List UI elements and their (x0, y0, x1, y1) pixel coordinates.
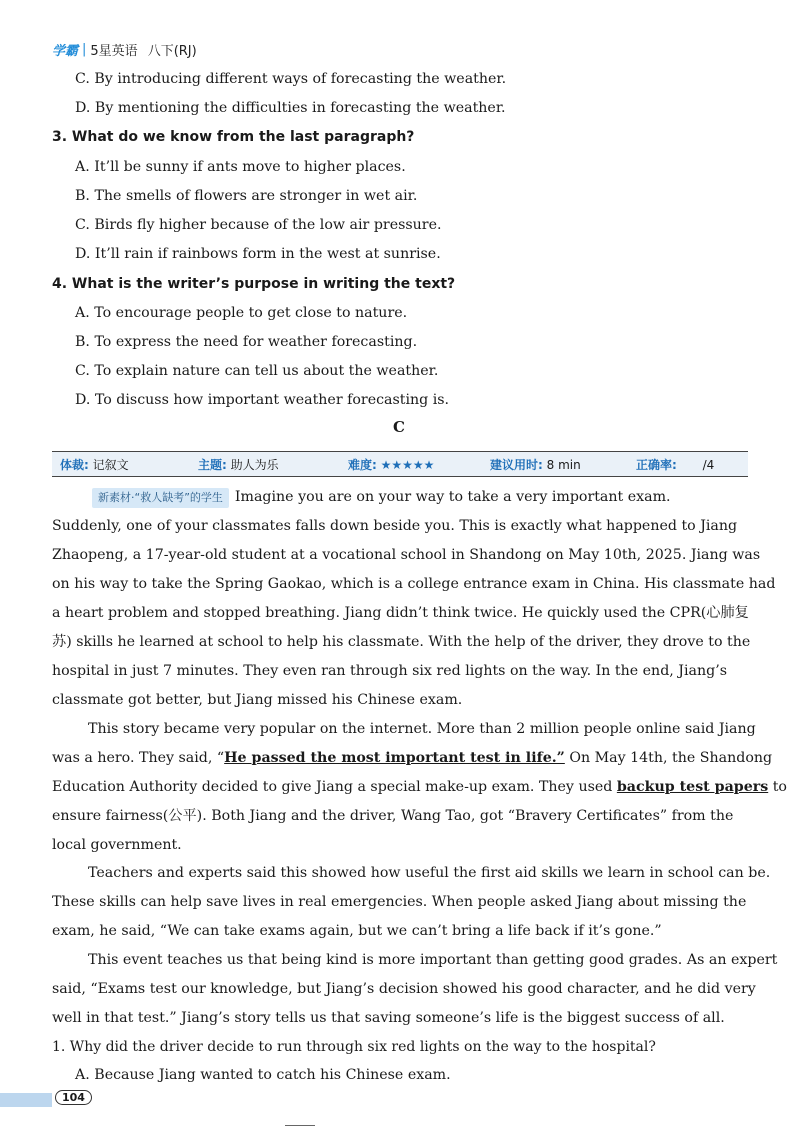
page-tab-decoration (0, 1093, 52, 1107)
passage-line: a heart problem and stopped breathing. Jiang didn’t think twice. He quickly used the CPR(心肺复 (52, 605, 749, 621)
q4-option-d: D. To discuss how important weather forecasting is. (75, 392, 450, 408)
q3-option-c: C. Birds fly higher because of the low air pressure. (75, 217, 442, 233)
p1-text: Imagine you are on your way to take a very important exam. (234, 489, 671, 505)
q3-option-a: A. It’ll be sunny if ants move to higher places. (75, 159, 406, 175)
passage-line: Zhaopeng, a 17-year-old student at a vocational school in Shandong on May 10th, 2025. Jiang was (52, 547, 761, 563)
passage-line: said, “Exams test our knowledge, but Jiang’s decision showed his good character, and he did very (52, 981, 756, 997)
q4-stem: 4. What is the writer’s purpose in writing the text? (52, 276, 456, 292)
q3-option-d: D. It’ll rain if rainbows form in the west at sunrise. (75, 246, 441, 262)
passage-line: ensure fairness(公平). Both Jiang and the driver, Wang Tao, got “Bravery Certificates” from the (52, 808, 734, 824)
passage-line: Suddenly, one of your classmates falls down beside you. This is exactly what happened to Jiang (52, 518, 738, 534)
highlight-phrase: backup test papers (616, 779, 769, 795)
text-span: Education Authority decided to give Jiang a special make-up exam. They used (52, 779, 617, 795)
passage-line: 苏) skills he learned at school to help his classmate. With the help of the driver, they drove to the (52, 634, 751, 650)
passage-line (52, 778, 787, 796)
accuracy-value: /4 (702, 458, 715, 472)
section-title: C (393, 418, 405, 436)
highlight-sentence: He passed the most important test in life.” (224, 750, 565, 766)
text-span: was a hero. They said, “ (52, 750, 225, 766)
grade-label: 八下(RJ) (147, 44, 197, 59)
difficulty-stars-icon: ★★★★★ (380, 458, 435, 472)
q4-option-c: C. To explain nature can tell us about the weather. (75, 363, 439, 379)
passage-line: classmate got better, but Jiang missed his Chinese exam. (52, 692, 463, 708)
time-value: 8 min (546, 458, 581, 472)
q4-option-b: B. To express the need for weather forecasting. (75, 334, 418, 350)
q1-option-a: A. Because Jiang wanted to catch his Chinese exam. (75, 1067, 451, 1083)
header-separator: | (82, 42, 87, 57)
q3-option-b: B. The smells of flowers are stronger in wet air. (75, 188, 418, 204)
time-label: 建议用时: (490, 458, 543, 472)
passage-line: exam, he said, “We can take exams again, but we can’t bring a life back if it’s gone.” (52, 923, 662, 939)
q1-stem: 1. Why did the driver decide to run through six red lights on the way to the hospital? (52, 1039, 656, 1055)
accuracy-label: 正确率: (636, 458, 677, 472)
q4-option-a: A. To encourage people to get close to nature. (75, 305, 408, 321)
passage-line: This story became very popular on the internet. More than 2 million people online said Jiang (88, 721, 756, 737)
passage-line: hospital in just 7 minutes. They even ran through six red lights on the way. In the end, Jiang’s (52, 663, 727, 679)
text-span: to (768, 779, 787, 795)
passage-line: local government. (52, 837, 182, 853)
material-tag: 新素材·“救人缺考”的学生 (92, 488, 229, 508)
passage-p1-line1 (92, 488, 671, 508)
series-name: 5星英语 (90, 44, 138, 59)
genre-value: 记叙文 (92, 458, 129, 472)
theme-label: 主题: (198, 458, 227, 472)
passage-line: Teachers and experts said this showed how useful the first aid skills we learn in school can be. (88, 865, 771, 881)
brand-logo: 学霸 (52, 44, 79, 59)
prev-option-c: C. By introducing different ways of forecasting the weather. (75, 71, 507, 87)
passage-line: well in that test.” Jiang’s story tells us that saving someone’s life is the biggest success of all. (52, 1010, 725, 1026)
passage-line (52, 749, 772, 767)
text-span: On May 14th, the Shandong (564, 750, 773, 766)
passage-line: This event teaches us that being kind is more important than getting good grades. As an expert (88, 952, 778, 968)
info-bar (52, 451, 748, 477)
passage-line: These skills can help save lives in real emergencies. When people asked Jiang about missing the (52, 894, 747, 910)
genre-label: 体裁: (60, 458, 89, 472)
footer-divider (285, 1125, 315, 1126)
difficulty-label: 难度: (348, 458, 377, 472)
theme-value: 助人为乐 (230, 458, 279, 472)
page-number: 104 (55, 1090, 92, 1105)
page-header (52, 40, 197, 59)
passage-line: on his way to take the Spring Gaokao, which is a college entrance exam in China. His classmate had (52, 576, 776, 592)
prev-option-d: D. By mentioning the difficulties in forecasting the weather. (75, 100, 506, 116)
q3-stem: 3. What do we know from the last paragraph? (52, 129, 415, 145)
